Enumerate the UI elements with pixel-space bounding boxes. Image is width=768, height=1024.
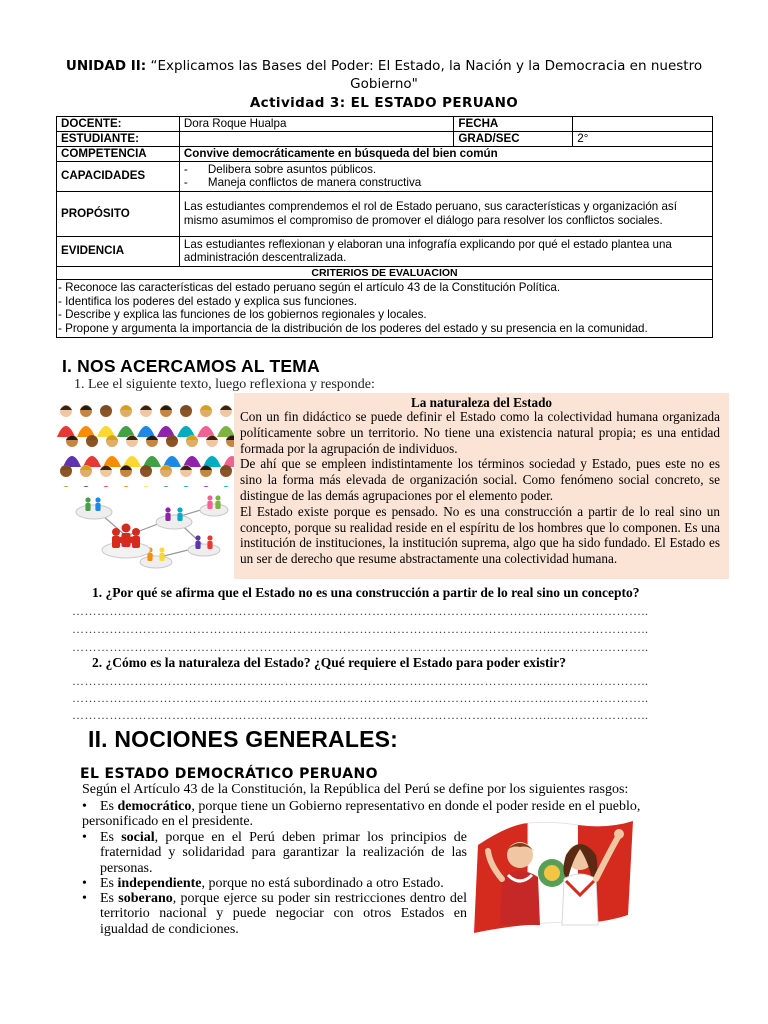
network-person-body xyxy=(147,553,152,561)
competencia-label: COMPETENCIA xyxy=(57,146,180,161)
unit-label: UNIDAD II: xyxy=(65,58,147,74)
section2-intro: Según el Artículo 43 de la Constitución, la República del Perú se define por los siguientes rasgos: xyxy=(82,782,629,797)
reading-title: La naturaleza del Estado xyxy=(410,395,553,410)
answer-line[interactable]: ……………………………………………………………………………………………………..………………….. xyxy=(72,708,649,722)
reading-paragraph: El Estado existe porque es pensado. No es una construcción a partir de lo real sino un concepto, porque su realidad reside en el espíritu de los hombres que lo componen. Es una institución de instituciones, la institución suprema, algo que ha sido fundado. El Estado es un ser de derecho que resume abstractamente una colectividad humana. xyxy=(240,503,720,567)
capacidad-item: - Delibera sobre asuntos públicos. xyxy=(202,163,708,177)
peru-flag-illustration xyxy=(468,815,640,937)
answer-line[interactable]: ……………………………………………………………………………………………………..………………….. xyxy=(72,622,649,636)
gradsec-label: GRAD/SEC xyxy=(454,131,573,146)
unit-title: “Explicamos las Bases del Poder: El Estado, la Nación y la Democracia en nuestro Gobierno" xyxy=(150,58,703,92)
answer-line[interactable]: ……………………………………………………………………………………………………..………………….. xyxy=(72,604,649,618)
criterio-item: - Describe y explica las funciones de los gobiernos regionales y locales. xyxy=(58,308,427,321)
activity-title: Actividad 3: EL ESTADO PERUANO xyxy=(249,95,519,111)
trait-keyword: democrático xyxy=(117,799,192,814)
network-person-head xyxy=(95,497,100,502)
evidencia-label: EVIDENCIA xyxy=(57,236,180,266)
capacidades-list xyxy=(179,161,712,191)
proposito-value: Las estudiantes comprendemos el rol de Estado peruano, sus características y organización así mismo asumimos el compromiso de promover el diálogo para resolver los conflictos sociales. xyxy=(179,191,712,236)
criterio-item: - Reconoce las características del estado peruano según el artículo 43 de la Constitución Política. xyxy=(58,281,561,294)
trait-item: • Es democrático, porque tiene un Gobierno representativo en donde el poder reside en el pueblo, personificado en el presidente. xyxy=(82,799,641,830)
trait-keyword: social xyxy=(121,830,155,845)
docente-value: Dora Roque Hualpa xyxy=(179,117,453,132)
capacidades-label: CAPACIDADES xyxy=(57,161,180,191)
gradsec-value: 2° xyxy=(573,131,713,146)
answer-line[interactable]: ……………………………………………………………………………………………………..………………….. xyxy=(72,640,649,654)
estudiante-value xyxy=(179,131,453,146)
answer-line[interactable]: ……………………………………………………………………………………………………..………………….. xyxy=(72,674,649,688)
competencia-value: Convive democráticamente en búsqueda del bien común xyxy=(179,146,712,161)
criterios-list xyxy=(57,279,713,337)
network-person-head xyxy=(207,535,212,540)
question-1: 1. ¿Por qué se afirma que el Estado no es una construcción a partir de lo real sino un concepto? xyxy=(92,585,640,600)
evidencia-value: Las estudiantes reflexionan y elaboran una infografía explicando por qué el estado plantea una administración descentralizada. xyxy=(179,236,712,266)
network-person-body xyxy=(215,501,220,509)
answer-line[interactable]: ……………………………………………………………………………………………………..………………….. xyxy=(72,691,649,705)
trait-item: • Es soberano, porque ejerce su poder sin restricciones dentro del territorio nacional y puede negociar con otros Estados en igualdad de condiciones. xyxy=(82,891,467,937)
network-person-body xyxy=(195,541,200,549)
network-person-body xyxy=(165,513,170,521)
crowd-illustration xyxy=(56,395,234,487)
section1-instruction: 1. Lee el siguiente texto, luego reflexiona y responde: xyxy=(74,377,375,392)
fecha-value xyxy=(573,117,713,132)
network-person-body xyxy=(95,503,100,511)
info-table xyxy=(56,116,713,338)
capacidad-item: - Maneja conflictos de manera constructiva xyxy=(202,176,708,190)
criterio-item: - Identifica los poderes del estado y explica sus funciones. xyxy=(58,294,358,308)
reading-body xyxy=(240,409,720,567)
section1-title: I. NOS ACERCAMOS AL TEMA xyxy=(62,356,320,376)
criterio-item: - Propone y argumenta la importancia de la distribución de los poderes del estado y su presencia en la comunidad. xyxy=(58,321,648,335)
section2-title: II. NOCIONES GENERALES: xyxy=(88,726,399,752)
network-person-body xyxy=(207,541,212,549)
traits-list xyxy=(82,830,467,937)
trait-keyword: independiente xyxy=(117,875,202,891)
trait-item: • Es independiente, porque no está subordinado a otro Estado. xyxy=(82,876,467,891)
docente-label: DOCENTE: xyxy=(57,117,180,132)
trait-keyword: soberano xyxy=(118,891,173,907)
reading-paragraph: De ahí que se empleen indistintamente los términos sociedad y Estado, pues este no es sino la forma más elevada de organización social. Como fenómeno social concreto, se distingue de las demás agrupaciones por el elemento poder. xyxy=(240,456,720,503)
network-person-head xyxy=(159,547,164,552)
network-person-head xyxy=(177,507,182,512)
network-person-body xyxy=(177,513,182,521)
criterios-label: CRITERIOS DE EVALUACION xyxy=(57,266,713,279)
proposito-label: PROPÓSITO xyxy=(57,191,180,236)
network-person-head xyxy=(165,507,170,512)
network-person-head xyxy=(215,495,220,500)
unit-header xyxy=(60,57,708,93)
network-person-head xyxy=(195,535,200,540)
trait-item: • Es social, porque en el Perú deben primar los principios de fraternidad y solidaridad para garantizar la realización de las personas. xyxy=(82,830,467,876)
network-person-head xyxy=(85,497,90,502)
section2-subhead: EL ESTADO DEMOCRÁTICO PERUANO xyxy=(80,766,378,782)
network-person-body xyxy=(85,503,90,511)
network-person-body xyxy=(159,553,164,561)
network-person-body xyxy=(207,501,212,509)
network-person-head xyxy=(207,495,212,500)
estudiante-label: ESTUDIANTE: xyxy=(57,131,180,146)
network-illustration xyxy=(64,488,232,574)
fecha-label: FECHA xyxy=(454,117,573,132)
reading-paragraph: Con un fin didáctico se puede definir el Estado como la colectividad humana organizada políticamente sobre un territorio. No tiene una existencia natural propia; es una entidad formada por la agrupación de individuos. xyxy=(240,409,720,456)
question-2: 2. ¿Cómo es la naturaleza del Estado? ¿Qué requiere el Estado para poder existir? xyxy=(92,655,566,670)
